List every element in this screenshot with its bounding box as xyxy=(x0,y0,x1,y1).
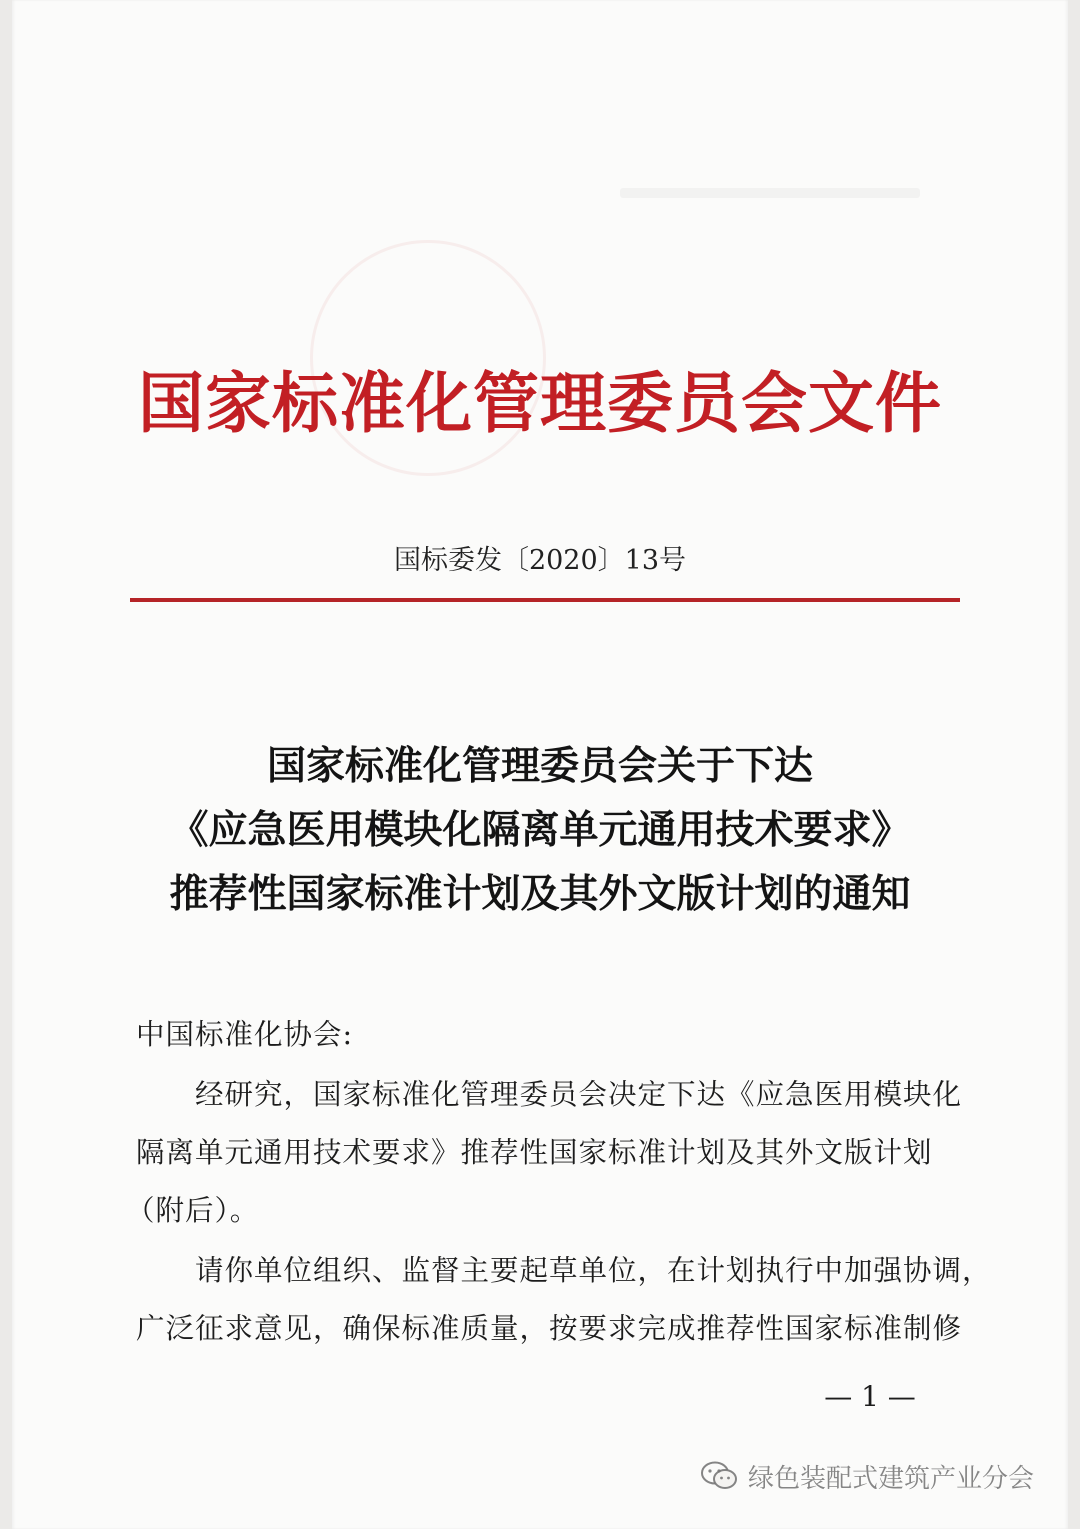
paragraph-1-line-2: 隔离单元通用技术要求》推荐性国家标准计划及其外文版计划 xyxy=(136,1136,933,1169)
paragraph-2-line-1: 请你单位组织、监督主要起草单位，在计划执行中加强协调， xyxy=(195,1254,992,1287)
title-line-3: 推荐性国家标准计划及其外文版计划的通知 xyxy=(169,872,911,917)
document-number: 国标委发〔2020〕13号 xyxy=(393,545,687,576)
title-line-2: 《应急医用模块化隔离单元通用技术要求》 xyxy=(169,808,911,853)
red-divider-rule xyxy=(130,598,960,602)
paragraph-2-line-2: 广泛征求意见，确保标准质量，按要求完成推荐性国家标准制修 xyxy=(136,1312,963,1345)
wechat-icon xyxy=(700,1460,738,1492)
account-watermark xyxy=(700,1456,1070,1496)
page-number: — 1 — xyxy=(824,1380,916,1413)
salutation: 中国标准化协会: xyxy=(136,1018,354,1051)
faint-text-bleedthrough xyxy=(620,188,920,198)
title-line-1: 国家标准化管理委员会关于下达 xyxy=(266,744,813,789)
paragraph-1-line-3: （附后）。 xyxy=(126,1194,260,1227)
paragraph-1-line-1: 经研究，国家标准化管理委员会决定下达《应急医用模块化 xyxy=(195,1078,963,1111)
document-masthead: 国家标准化管理委员会文件 xyxy=(138,364,942,442)
watermark-text: 绿色装配式建筑产业分会 xyxy=(748,1463,1035,1494)
